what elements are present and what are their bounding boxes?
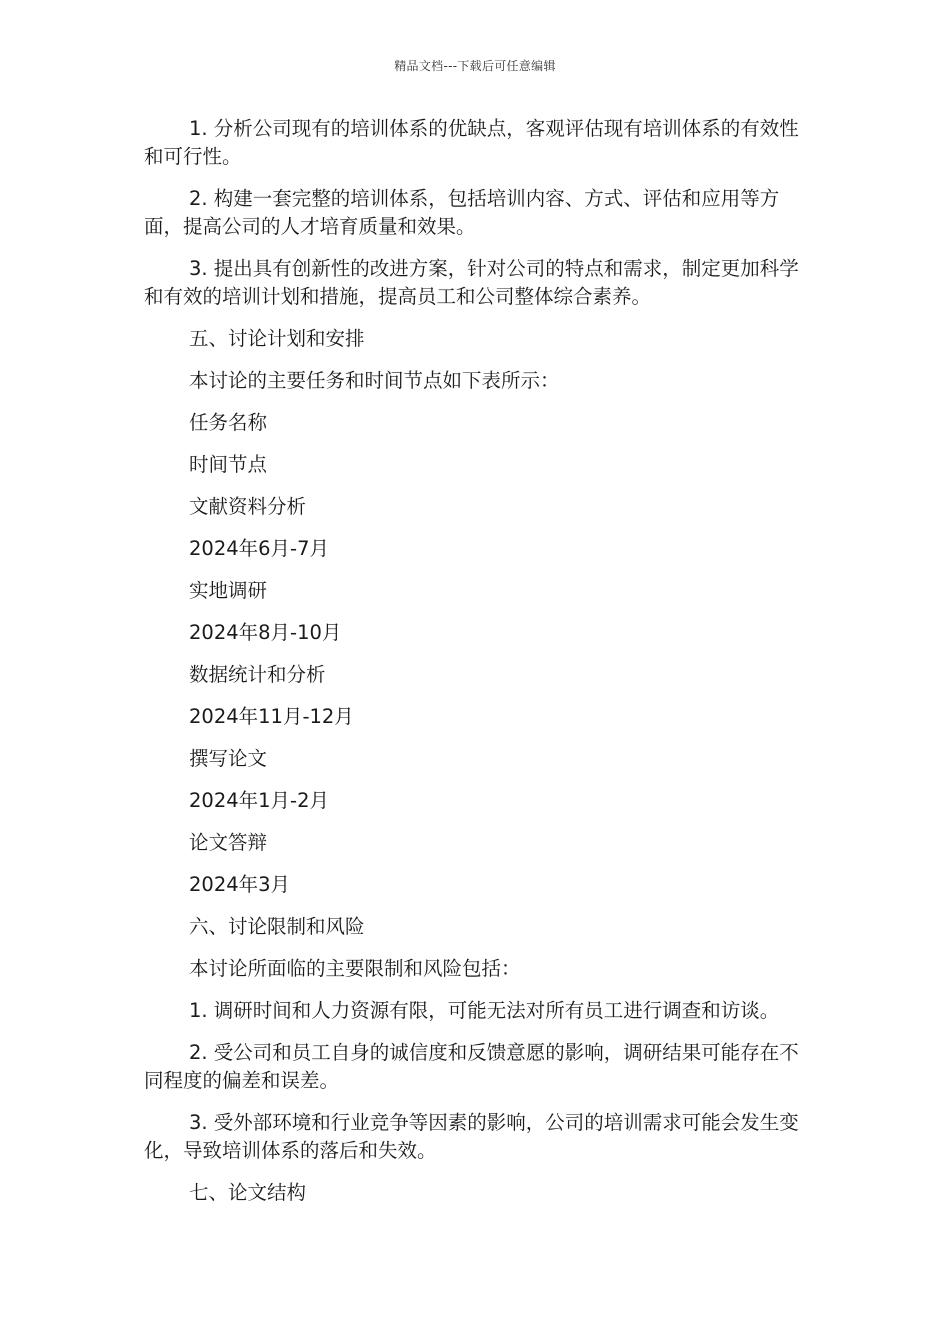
table-cell-time: 2024年3月 [189,873,291,896]
table-cell-task: 数据统计和分析 [189,663,326,686]
objective-item: 2. 构建一套完整的培训体系，包括培训内容、方式、评估和应用等方面，提高公司的人才培育质量和效果。 [144,187,780,238]
table-header-task: 任务名称 [189,411,268,434]
section-intro: 本讨论的主要任务和时间节点如下表所示： [189,369,560,392]
table-cell-task: 撰写论文 [189,747,268,770]
objective-item: 1. 分析公司现有的培训体系的优缺点，客观评估现有培训体系的有效性和可行性。 [144,117,799,168]
section-heading: 五、讨论计划和安排 [189,327,365,350]
table-cell-time: 2024年11月-12月 [189,705,354,728]
table-cell-time: 2024年6月-7月 [189,537,329,560]
table-cell-time: 2024年1月-2月 [189,789,329,812]
risk-item: 2. 受公司和员工自身的诚信度和反馈意愿的影响，调研结果可能存在不同程度的偏差和误差。 [144,1041,799,1092]
risk-item: 1. 调研时间和人力资源有限，可能无法对所有员工进行调查和访谈。 [189,999,780,1022]
section-intro: 本讨论所面临的主要限制和风险包括： [189,957,521,980]
risk-item: 3. 受外部环境和行业竞争等因素的影响，公司的培训需求可能会发生变化，导致培训体系的落后和失效。 [144,1111,799,1162]
page-header: 精品文档---下载后可任意编辑 [394,59,556,73]
section-heading: 七、论文结构 [189,1181,307,1204]
table-cell-time: 2024年8月-10月 [189,621,342,644]
table-cell-task: 实地调研 [189,579,268,602]
section-heading: 六、讨论限制和风险 [189,915,365,938]
table-cell-task: 论文答辩 [189,831,268,854]
objective-item: 3. 提出具有创新性的改进方案，针对公司的特点和需求，制定更加科学和有效的培训计划和措施，提高员工和公司整体综合素养。 [144,257,799,308]
table-header-time: 时间节点 [189,453,268,476]
table-cell-task: 文献资料分析 [189,495,307,518]
document-body [144,115,814,1221]
